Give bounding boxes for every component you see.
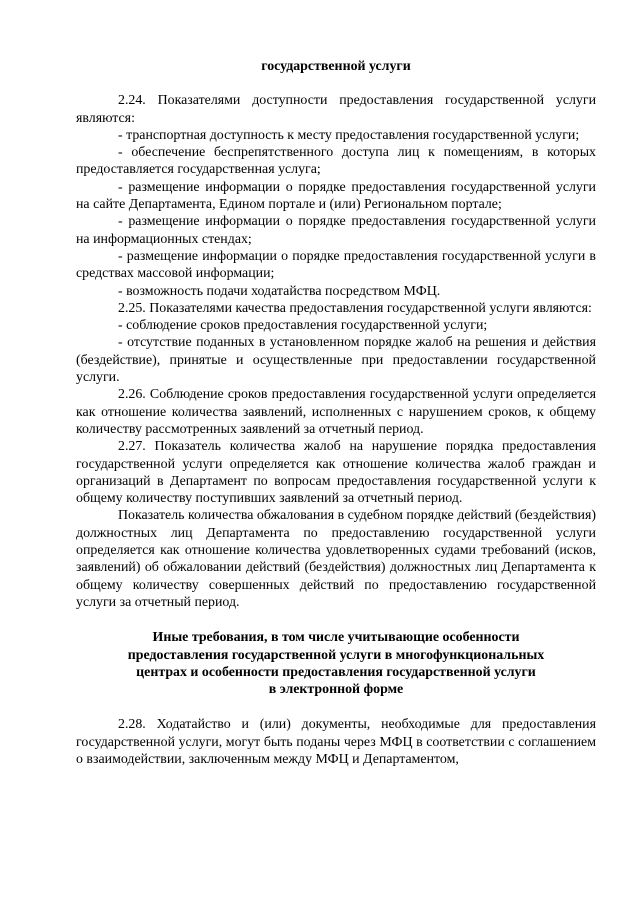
paragraph: - транспортная доступность к месту предоставления государственной услуги;: [118, 127, 580, 143]
paragraph: - возможность подачи ходатайства посредством МФЦ.: [118, 283, 441, 299]
paragraph: 2.26. Соблюдение сроков предоставления государственной услуги определяется как отношение количества заявлений, исполненных с нарушением сроков, к общему количеству рассмотренных заявлений за отчетный период.: [76, 387, 596, 437]
paragraph: 2.25. Показателями качества предоставления государственной услуги являются:: [118, 300, 592, 316]
page-top-heading: государственной услуги: [261, 59, 411, 74]
section-heading: [76, 629, 596, 698]
paragraph: - обеспечение беспрепятственного доступа лиц к помещениям, в которых предоставляется государственная услуга;: [76, 145, 596, 178]
spacer: [76, 75, 596, 92]
spacer: [76, 698, 596, 716]
section-heading-line: центрах и особенности предоставления государственной услуги: [136, 664, 536, 680]
document-page: [76, 58, 596, 768]
paragraph: Показатель количества обжалования в судебном порядке действий (бездействия) должностных лиц Департамента по предоставлению государственной услуги определяется как отношение количества удовлетворенных судами требований (исков, заявлений) об обжаловании действий (бездействия) должностных лиц Департамента к общему количеству совершенных действий по предоставлению государственной услуги за отчетный период.: [76, 508, 596, 610]
paragraph: - отсутствие поданных в установленном порядке жалоб на решения и действия (бездействие), принятые и осуществленные при предоставлении государственной услуги.: [76, 335, 596, 386]
paragraph: - размещение информации о порядке предоставления государственной услуги на информационных стендах;: [76, 214, 596, 247]
spacer: [76, 611, 596, 629]
section-heading-line: Иные требования, в том числе учитывающие особенности: [152, 630, 520, 646]
paragraph: - соблюдение сроков предоставления государственной услуги;: [118, 318, 488, 334]
paragraph: - размещение информации о порядке предоставления государственной услуги на сайте Департамента, Едином портале и (или) Региональном портале;: [76, 179, 596, 213]
paragraph: 2.24. Показателями доступности предоставления государственной услуги являются:: [76, 93, 596, 126]
paragraph: - размещение информации о порядке предоставления государственной услуги в средствах массовой информации;: [76, 248, 596, 282]
paragraph: 2.27. Показатель количества жалоб на нарушение порядка предоставления государственной услуги определяется как отношение количества жалоб граждан и организаций в Департамент по вопросам предоставления государственной услуги к общему количеству поступивших заявлений за отчетный период.: [76, 439, 596, 507]
paragraph: 2.28. Ходатайство и (или) документы, необходимые для предоставления государственной услуги, могут быть поданы через МФЦ в соответствии с соглашением о взаимодействии, заключенным между МФЦ и Департаментом,: [76, 717, 596, 767]
section-heading-line: предоставления государственной услуги в многофункциональных: [127, 647, 545, 663]
section-heading-line: в электронной форме: [268, 682, 404, 698]
